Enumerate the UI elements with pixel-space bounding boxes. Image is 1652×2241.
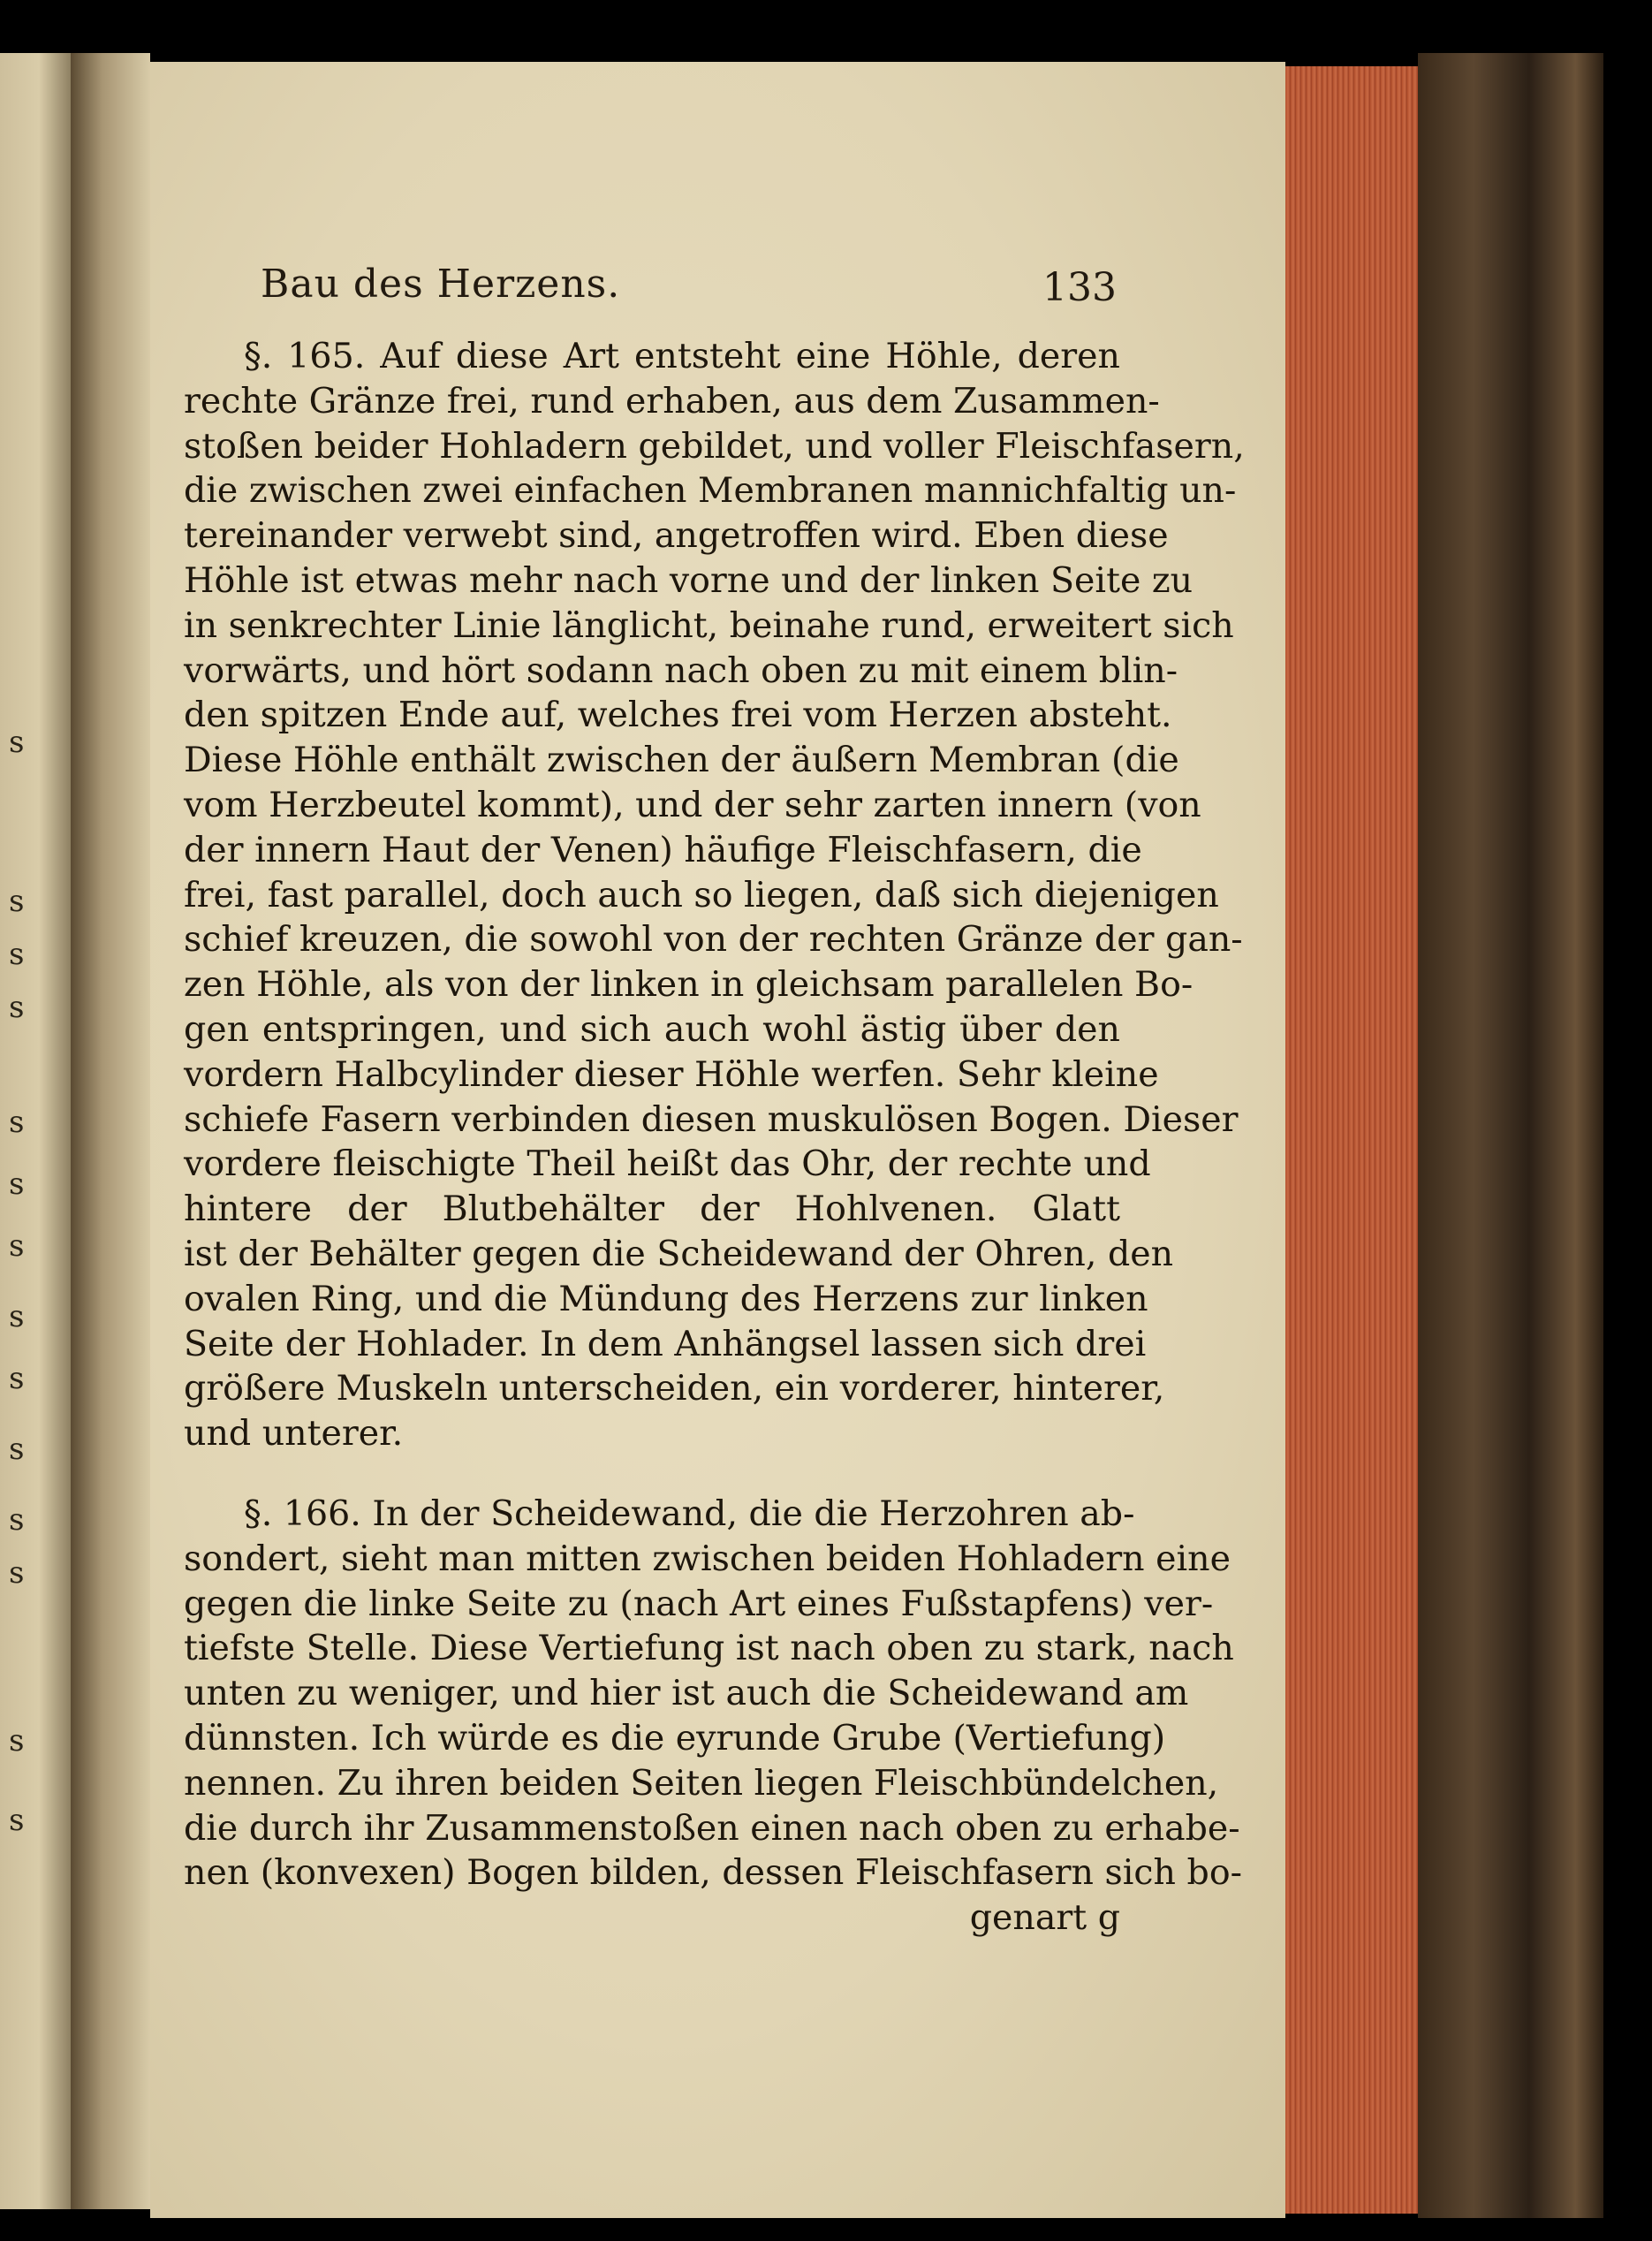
text-line: sondert, sieht man mitten zwischen beiden Hohladern eine — [184, 1538, 1231, 1579]
book-cover — [1418, 53, 1603, 2218]
text-line: Diese Höhle enthält zwischen der äußern Membran (die — [184, 740, 1179, 781]
text-line: die zwischen zwei einfachen Membranen mannichfaltig un- — [184, 470, 1237, 512]
text-line: §. 165. Auf diese Art entsteht eine Höhle, deren — [244, 336, 1120, 376]
text-line: §. 166. In der Scheidewand, die die Herzohren ab- — [244, 1493, 1135, 1534]
text-line: Seite der Hohlader. In dem Anhängsel lassen sich drei — [184, 1323, 1147, 1364]
facing-page-letter: s — [9, 1361, 25, 1396]
text-line: gegen die linke Seite zu (nach Art eines Fußstapfens) ver- — [184, 1583, 1214, 1624]
text-line: Höhle ist etwas mehr nach vorne und der linken Seite zu — [184, 559, 1194, 601]
text-line: in senkrechter Linie länglicht, beinahe rund, erweitert sich — [184, 604, 1234, 646]
facing-page-letter: s — [9, 1502, 25, 1538]
text-line: vorwärts, und hört sodann nach oben zu mit einem blin- — [184, 650, 1178, 691]
text-line: nennen. Zu ihren beiden Seiten liegen Fleischbündelchen, — [184, 1762, 1219, 1804]
text-line: gen entspringen, und sich auch wohl ästig über den — [184, 1008, 1120, 1050]
facing-page-letter: s — [9, 1105, 25, 1140]
text-line: größere Muskeln unterscheiden, ein vorderer, hinterer, — [184, 1368, 1165, 1409]
page-block-edge — [1285, 66, 1418, 2214]
text-line: den spitzen Ende auf, welches frei vom Herzen absteht. — [184, 695, 1172, 736]
facing-page-margin-marks — [9, 53, 62, 2209]
text-line: zen Höhle, als von der linken in gleichsam parallelen Bo- — [184, 964, 1194, 1006]
facing-page-letter: s — [9, 1723, 25, 1759]
text-line: tereinander verwebt sind, angetroffen wird. Eben diese — [184, 515, 1169, 557]
facing-page-letter: s — [9, 725, 25, 760]
paragraph-165 — [184, 334, 1245, 1456]
paragraph-166 — [184, 1492, 1242, 1941]
facing-page-letter: s — [9, 1228, 25, 1264]
text-line: stoßen beider Hohladern gebildet, und voller Fleischfasern, — [184, 425, 1245, 467]
facing-page-letter: s — [9, 1299, 25, 1334]
facing-page-letter: s — [9, 1166, 25, 1202]
catchword: genart g — [969, 1897, 1120, 1939]
facing-page-letter: s — [9, 1432, 25, 1467]
facing-page-letter: s — [9, 884, 25, 919]
text-line: rechte Gränze frei, rund erhaben, aus dem Zusammen- — [184, 380, 1160, 422]
facing-page-letter: s — [9, 1555, 25, 1591]
text-line: ovalen Ring, und die Mündung des Herzens zur linken — [184, 1278, 1148, 1319]
facing-page-letter: s — [9, 990, 25, 1025]
text-line: schiefe Fasern verbinden diesen muskulösen Bogen. Dieser — [184, 1098, 1239, 1140]
facing-page-letter: s — [9, 1803, 25, 1838]
text-line: tiefste Stelle. Diese Vertiefung ist nach oben zu stark, nach — [184, 1628, 1234, 1669]
text-line: hintere der Blutbehälter der Hohlvenen. Glatt — [184, 1189, 1120, 1230]
scan-border — [1603, 53, 1652, 2218]
text-line: vom Herzbeutel kommt), und der sehr zarten innern (von — [184, 784, 1201, 825]
text-line: die durch ihr Zusammenstoßen einen nach oben zu erhabe- — [184, 1807, 1240, 1849]
text-line: frei, fast parallel, doch auch so liegen, daß sich diejenigen — [184, 874, 1219, 915]
text-line: nen (konvexen) Bogen bilden, dessen Fleischfasern sich bo- — [184, 1852, 1242, 1894]
text-line: ist der Behälter gegen die Scheidewand der Ohren, den — [184, 1233, 1174, 1274]
text-line: dünnsten. Ich würde es die eyrunde Grube (Vertiefung) — [184, 1717, 1166, 1759]
running-head: Bau des Herzens. — [261, 262, 621, 307]
text-line: und unterer. — [184, 1413, 404, 1455]
text-line: vordere fleischigte Theil heißt das Ohr, der rechte und — [184, 1143, 1151, 1185]
text-line: vordern Halbcylinder dieser Höhle werfen. Sehr kleine — [184, 1053, 1159, 1095]
book-gutter — [71, 53, 150, 2209]
text-line: der innern Haut der Venen) häufige Fleischfasern, die — [184, 829, 1142, 870]
text-line: schief kreuzen, die sowohl von der rechten Gränze der gan- — [184, 919, 1243, 961]
text-line: unten zu weniger, und hier ist auch die Scheidewand am — [184, 1673, 1189, 1714]
page-number: 133 — [1042, 265, 1117, 310]
facing-page-letter: s — [9, 937, 25, 972]
